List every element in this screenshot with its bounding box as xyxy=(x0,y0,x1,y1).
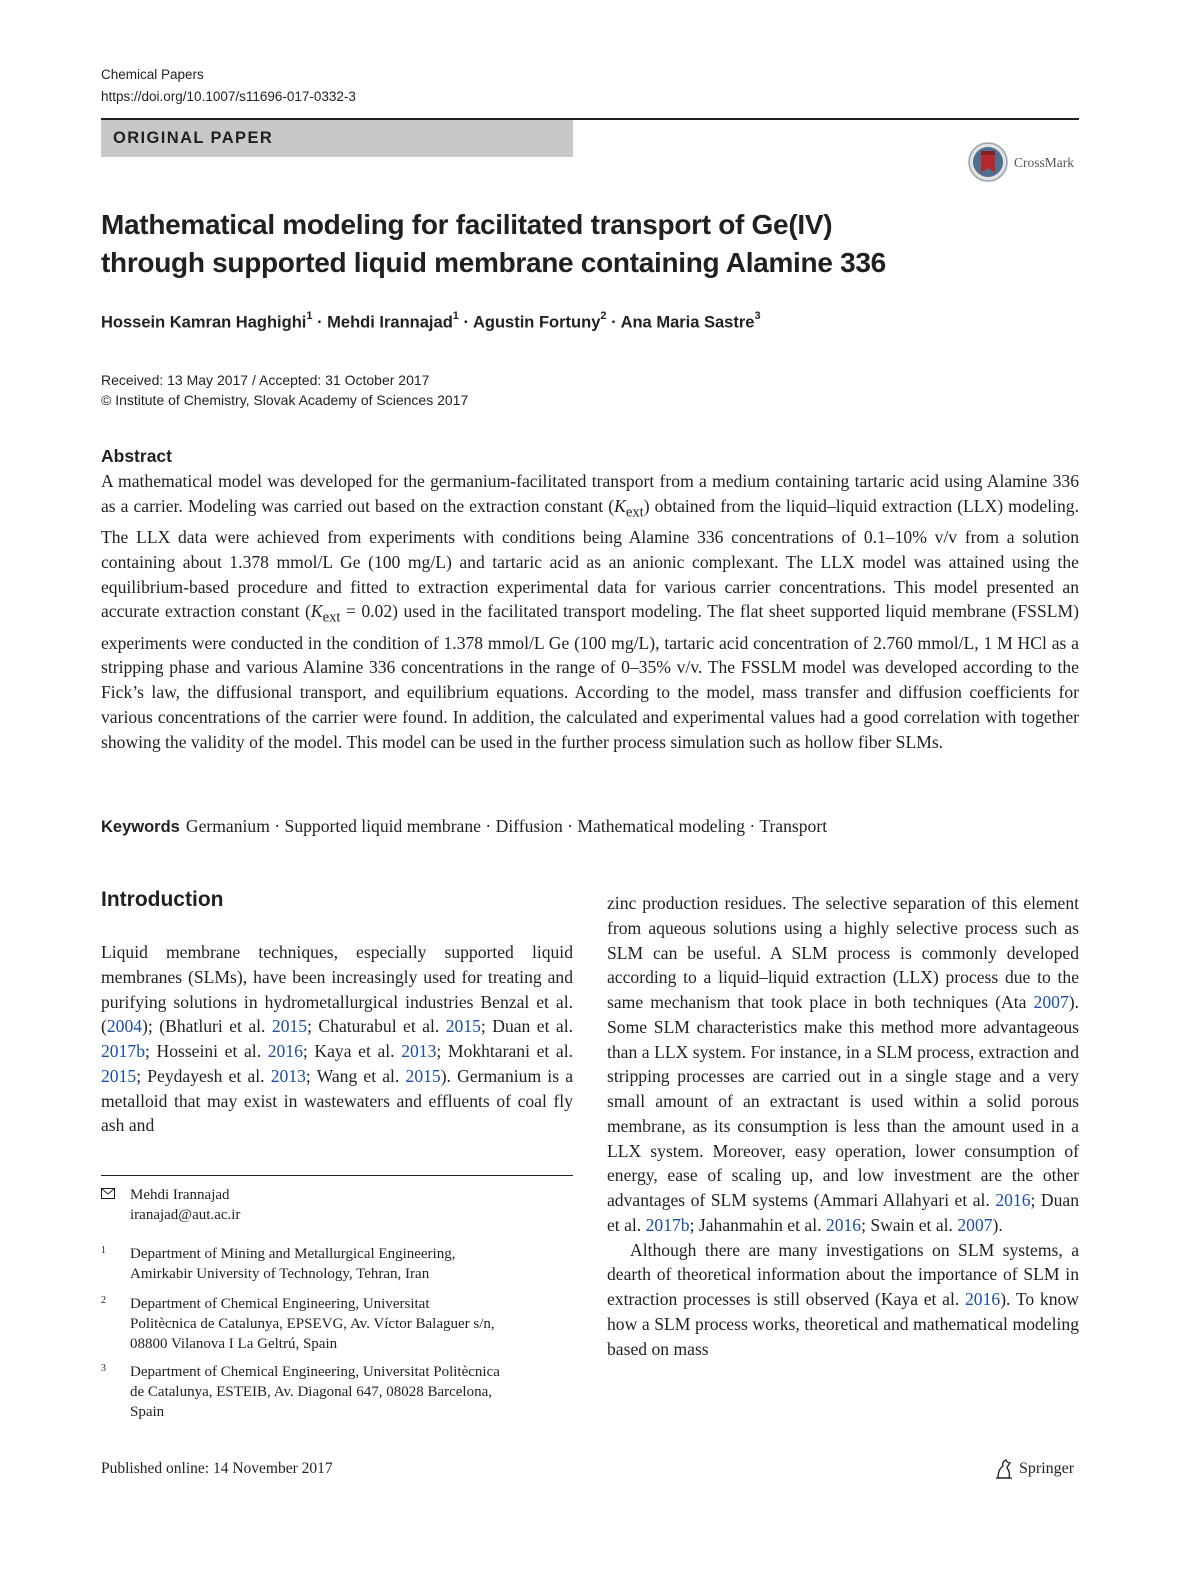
introduction-paragraph xyxy=(607,891,1079,1238)
copyright-notice: © Institute of Chemistry, Slovak Academy of Sciences 2017 xyxy=(101,392,469,408)
body-text: Liquid membrane techniques, especially supported liquid membranes (SLMs), have been increasingly used for treating and purifying solutions in hydrometallurgical industries Benzal et al. ( xyxy=(101,942,573,1037)
affiliation-line: Department of Chemical Engineering, Universitat Politècnica xyxy=(130,1364,500,1380)
abstract-text: ) obtained from the liquid–liquid extraction (LLX) modeling. The LLX data were achieved from experiments with conditions being Alamine 336 concentrations of 0.1–10% v/v from a solution containing about 1.378 mmol/L Ge (100 mg/L) and tartaric acid as an anionic complexant. The LLX model was attained using the equilibrium-based procedure and fitted to extraction experimental data for various carrier concentrations. This model presented an accurate extraction constant ( xyxy=(101,495,1079,622)
body-text: ; Duan et al. xyxy=(480,1016,574,1037)
affiliation-number: 2 xyxy=(101,1295,106,1306)
affiliation-line: Department of Mining and Metallurgical Engineering, xyxy=(130,1246,456,1262)
citation-link[interactable]: 2007 xyxy=(957,1214,993,1235)
affiliation-number: 1 xyxy=(101,1245,106,1256)
affiliation-line: de Catalunya, ESTEIB, Av. Diagonal 647, 08028 Barcelona, xyxy=(130,1384,492,1400)
author-list xyxy=(101,312,761,333)
title-line-2: through supported liquid membrane containing Alamine 336 xyxy=(101,247,886,278)
doi-link[interactable]: https://doi.org/10.1007/s11696-017-0332-3 xyxy=(101,89,356,104)
abstract-text: A mathematical model was developed for the germanium-facilitated transport from a medium containing tartaric acid using Alamine 336 as a carrier. Modeling was carried out based on the extraction constant ( xyxy=(101,471,1079,516)
affiliation-line: Spain xyxy=(130,1404,165,1420)
received-accepted-dates: Received: 13 May 2017 / Accepted: 31 October 2017 xyxy=(101,372,430,388)
k-symbol: K xyxy=(614,495,626,516)
body-text: ; Mokhtarani et al. xyxy=(436,1041,573,1061)
author-separator: · xyxy=(606,313,621,332)
author-name[interactable]: Hossein Kamran Haghighi xyxy=(101,313,307,332)
k-subscript: ext xyxy=(625,504,644,521)
abstract-heading: Abstract xyxy=(101,446,172,466)
k-symbol: K xyxy=(310,601,323,622)
corresponding-name: Mehdi Irannajad xyxy=(130,1187,230,1203)
citation-link[interactable]: 2013 xyxy=(270,1065,306,1086)
body-text: Although there are many investigations on SLM systems, a dearth of theoretical information about the importance of SLM in extraction processes is still observed (Kaya et al. xyxy=(607,1239,1079,1309)
introduction-heading: Introduction xyxy=(101,888,224,911)
citation-link[interactable]: 2015 xyxy=(445,1016,481,1037)
crossmark-label: CrossMark xyxy=(1014,155,1074,170)
affiliation-number: 3 xyxy=(101,1363,106,1374)
title-line-1: Mathematical modeling for facilitated transport of Ge(IV) xyxy=(101,209,833,240)
citation-link[interactable]: 2016 xyxy=(825,1214,862,1235)
body-text: ; Duan et al. xyxy=(607,1190,1079,1235)
body-text: ). xyxy=(992,1214,1003,1235)
introduction-left-column xyxy=(101,940,573,1138)
section-label: ORIGINAL PAPER xyxy=(113,129,274,147)
keywords-label: Keywords xyxy=(101,818,180,836)
introduction-right-column xyxy=(607,891,1079,1361)
k-value: = 0.02 xyxy=(340,601,393,622)
body-text: ; Jahanmahin et al. xyxy=(689,1214,826,1235)
citation-link[interactable]: 2017b xyxy=(645,1214,690,1235)
citation-link[interactable]: 2016 xyxy=(267,1041,303,1061)
body-text: ; Hosseini et al. xyxy=(144,1041,268,1061)
crossmark-icon xyxy=(968,142,1008,182)
body-text: ; Chaturabul et al. xyxy=(307,1016,446,1037)
author-affiliation-mark: 1 xyxy=(452,310,459,322)
author-name[interactable]: Ana Maria Sastre xyxy=(620,313,755,332)
envelope-icon xyxy=(101,1188,115,1199)
corresponding-email[interactable]: iranajad@aut.ac.ir xyxy=(130,1207,241,1223)
body-text: ). Some SLM characteristics make this method more advantageous than a LLX system. For instance, in a SLM process, extraction and stripping processes are carried out in a single stage and a very small amount of an extractant is used within a solid porous membrane, as its consumption is less than the amount used in a LLX system. Moreover, easy operation, lower consumption of energy, ease of scaling up, and low investment are the other advantages of SLM systems (Ammari Allahyari et al. xyxy=(607,992,1079,1210)
body-text: ). Germanium is a metalloid that may exist in wastewaters and effluents of coal fly ash and xyxy=(101,1065,574,1136)
body-text: zinc production residues. The selective separation of this element from aqueous solutions using a highly selective process such as SLM can be useful. A SLM process is commonly developed according to a liquid–liquid extraction (LLX) process due to the same mechanism that took place in both techniques (Ata xyxy=(607,893,1079,1012)
body-text: ). To know how a SLM process works, theoretical and mathematical modeling based on mass xyxy=(607,1289,1079,1359)
abstract-body xyxy=(101,469,1079,754)
citation-link[interactable]: 2015 xyxy=(405,1065,441,1086)
body-text: ; Kaya et al. xyxy=(302,1041,402,1061)
body-text: ; Swain et al. xyxy=(861,1214,958,1235)
journal-name: Chemical Papers xyxy=(101,67,204,82)
abstract-text: ) used in the facilitated transport modeling. The flat sheet supported liquid membrane (FSSLM) experiments were conducted in the condition of 1.378 mmol/L Ge (100 mg/L), tartaric acid concentration of 2.760 mmol/L, 1 M HCl as a stripping phase and various Alamine 336 concentrations in the range of 0–35% v/v. The FSSLM model was developed according to the Fick’s law, the diffusional transport, and equilibrium equations. According to the model, mass transfer and diffusion coefficients for various concentrations of the carrier were found. In addition, the calculated and experimental values had a good correlation with together showing the validity of the model. This model can be used in the further process simulation such as hollow fiber SLMs. xyxy=(101,601,1079,752)
citation-link[interactable]: 2007 xyxy=(1033,992,1069,1012)
body-text: ); (Bhatluri et al. xyxy=(142,1016,272,1037)
author-affiliation-mark: 1 xyxy=(306,310,313,322)
citation-link[interactable]: 2016 xyxy=(995,1190,1031,1210)
affiliation-line: Department of Chemical Engineering, Universitat xyxy=(130,1296,430,1312)
citation-link[interactable]: 2013 xyxy=(401,1041,437,1061)
citation-link[interactable]: 2017b xyxy=(101,1041,145,1061)
citation-link[interactable]: 2015 xyxy=(271,1016,308,1037)
author-affiliation-mark: 3 xyxy=(754,310,761,322)
author-name[interactable]: Agustin Fortuny xyxy=(472,313,601,332)
affiliation-line: Amirkabir University of Technology, Tehran, Iran xyxy=(130,1266,430,1282)
publisher-name: Springer xyxy=(1019,1460,1075,1477)
paper-title xyxy=(101,206,1081,282)
footnote-rule xyxy=(101,1175,573,1176)
introduction-paragraph xyxy=(607,1238,1079,1362)
citation-link[interactable]: 2015 xyxy=(101,1065,137,1086)
affiliation-line: 08800 Vilanova I La Geltrú, Spain xyxy=(130,1336,338,1352)
body-text: ; Peydayesh et al. xyxy=(136,1065,271,1086)
springer-horse-icon xyxy=(994,1458,1014,1480)
author-affiliation-mark: 2 xyxy=(600,310,607,322)
publication-dates xyxy=(101,370,468,410)
published-online: Published online: 14 November 2017 xyxy=(101,1460,333,1477)
author-name[interactable]: Mehdi Irannajad xyxy=(327,313,453,332)
body-text: ; Wang et al. xyxy=(305,1065,406,1086)
citation-link[interactable]: 2016 xyxy=(965,1289,1001,1309)
keywords xyxy=(101,816,827,837)
keywords-list: Germanium · Supported liquid membrane · Diffusion · Mathematical modeling · Transport xyxy=(185,816,828,836)
citation-link[interactable]: 2004 xyxy=(106,1016,143,1037)
author-separator: · xyxy=(312,313,328,332)
section-band xyxy=(101,120,573,157)
author-separator: · xyxy=(458,313,473,332)
k-subscript: ext xyxy=(322,609,341,626)
crossmark-badge[interactable] xyxy=(968,142,1083,186)
affiliation-line: Politècnica de Catalunya, EPSEVG, Av. Víctor Balaguer s/n, xyxy=(130,1316,495,1332)
journal-header xyxy=(101,64,356,108)
